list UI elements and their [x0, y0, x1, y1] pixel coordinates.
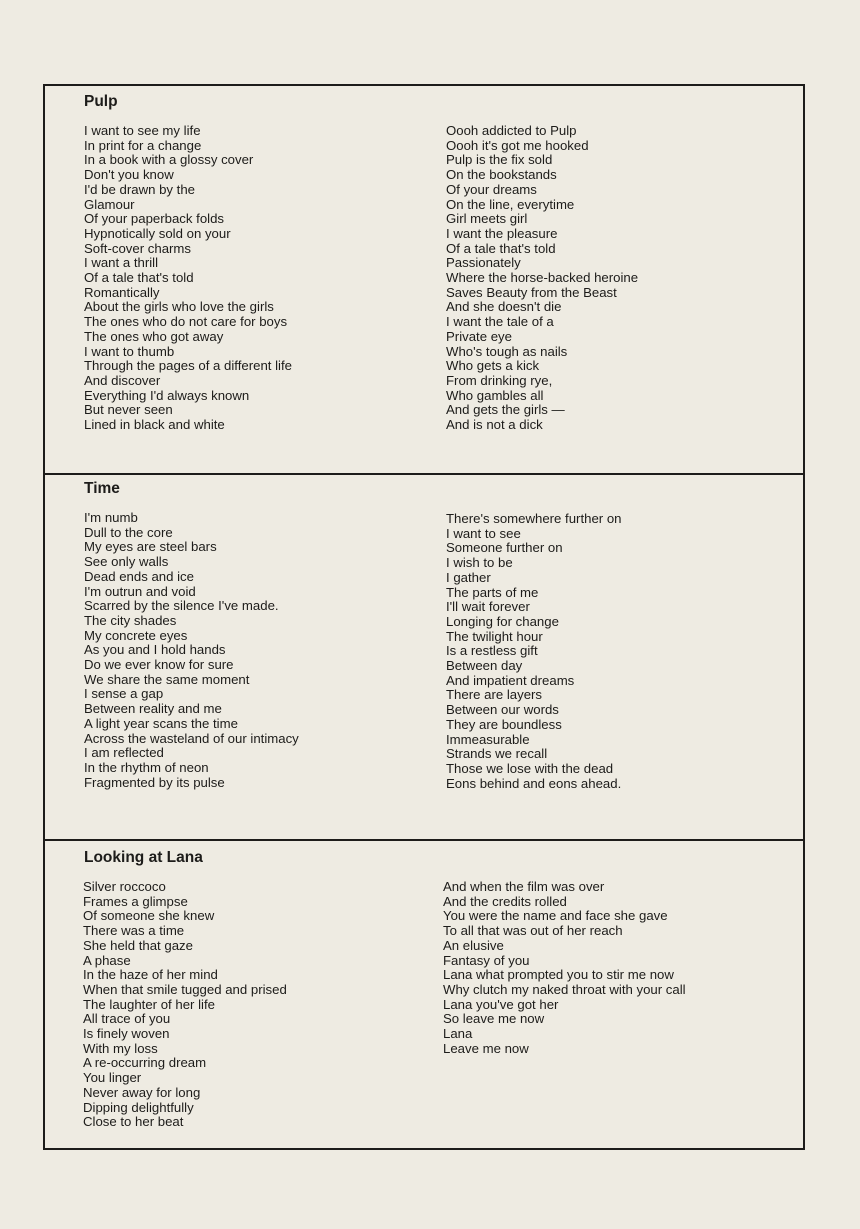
lyric-line: You were the name and face she gave	[443, 908, 668, 924]
lyric-line: To all that was out of her reach	[443, 923, 623, 939]
lyric-line: About the girls who love the girls	[84, 299, 274, 315]
lyric-line: Dead ends and ice	[84, 568, 194, 584]
lyric-line: Frames a glimpse	[83, 893, 188, 909]
lyric-line: Between our words	[446, 702, 559, 718]
lyric-stanza	[446, 124, 638, 227]
lyric-line: Who gambles all	[446, 387, 544, 403]
lyric-line: Someone further on	[446, 540, 563, 556]
lyrics-left-column	[83, 880, 287, 1130]
lyric-stanza	[84, 614, 299, 688]
lyrics-right-column	[446, 512, 622, 791]
lyric-line: Oooh it's got me hooked	[446, 137, 589, 153]
lyric-line: Is finely woven	[83, 1026, 170, 1042]
lyric-line: Leave me now	[443, 1040, 529, 1056]
lyric-line: Lana what prompted you to stir me now	[443, 967, 674, 983]
lyric-line: An elusive	[443, 937, 504, 953]
lyric-line: I want the pleasure	[446, 225, 558, 241]
lyric-line: I sense a gap	[84, 686, 164, 702]
lyric-line: Those we lose with the dead	[446, 760, 614, 776]
lyric-line: Everything I'd always known	[84, 387, 250, 403]
lyric-line: Who gets a kick	[446, 358, 540, 374]
lyric-stanza	[84, 746, 299, 790]
lyric-line: I want a thrill	[84, 255, 159, 271]
lyric-line: Hypnotically sold on your	[84, 225, 231, 241]
lyric-line: A light year scans the time	[84, 715, 238, 731]
lyric-line: On the line, everytime	[446, 196, 575, 212]
lyric-line: So leave me now	[443, 1011, 545, 1027]
lyric-line: Saves Beauty from the Beast	[446, 284, 617, 300]
lyric-line: I'm numb	[84, 510, 138, 525]
song-section-pulp	[45, 86, 803, 474]
lyric-line: And the credits rolled	[443, 893, 567, 909]
lyric-stanza	[443, 880, 686, 968]
lyric-line: There's somewhere further on	[446, 511, 622, 526]
lyric-line: I want to see	[446, 525, 521, 541]
lyric-line: The city shades	[84, 612, 177, 628]
song-title: Looking at Lana	[84, 849, 203, 866]
lyric-line: I wish to be	[446, 555, 513, 571]
lyric-line: Strands we recall	[446, 746, 548, 762]
lyric-line: The twilight hour	[446, 628, 543, 644]
lyric-stanza	[84, 687, 299, 746]
lyric-stanza	[446, 512, 622, 571]
lyric-line: I want to thumb	[84, 343, 175, 359]
lyric-line: There was a time	[83, 923, 185, 939]
lyric-line: When that smile tugged and prised	[83, 981, 287, 997]
lyric-stanza	[446, 571, 622, 689]
lyric-line: The ones who got away	[84, 328, 224, 344]
lyric-line: I want the tale of a	[446, 314, 554, 330]
lyric-line: Romantically	[84, 284, 160, 300]
lyric-line: In the haze of her mind	[83, 967, 218, 983]
lyric-line: With my loss	[83, 1040, 158, 1056]
lyric-line: Lana	[443, 1026, 473, 1042]
lyric-line: Fragmented by its pulse	[84, 774, 225, 790]
lyric-line: Scarred by the silence I've made.	[84, 598, 279, 614]
lyric-line: Why clutch my naked throat with your call	[443, 981, 686, 997]
lyric-line: And she doesn't die	[446, 299, 562, 315]
lyric-line: Dipping delightfully	[83, 1099, 194, 1115]
lyric-line: Soft-cover charms	[84, 240, 191, 256]
lyric-line: Don't you know	[84, 167, 174, 183]
lyric-line: My eyes are steel bars	[84, 539, 217, 555]
lyric-line: She held that gaze	[83, 937, 193, 953]
lyric-line: We share the same moment	[84, 671, 250, 687]
lyric-line: But never seen	[84, 402, 173, 418]
lyric-line: Pulp is the fix sold	[446, 152, 553, 168]
lyric-line: And is not a dick	[446, 417, 543, 433]
lyric-line: And impatient dreams	[446, 672, 575, 688]
lyrics-right-column	[443, 880, 686, 1056]
lyric-stanza	[84, 256, 292, 344]
lyric-stanza	[84, 511, 299, 614]
lyric-line: I am reflected	[84, 745, 164, 761]
lyric-line: The parts of me	[446, 584, 539, 600]
lyric-line: Oooh addicted to Pulp	[446, 123, 577, 138]
lyric-line: Lined in black and white	[84, 417, 225, 433]
lyric-line: I'd be drawn by the	[84, 181, 196, 197]
song-section-time	[45, 475, 803, 839]
lyric-line: Who's tough as nails	[446, 343, 568, 359]
lyrics-frame	[43, 84, 805, 1150]
lyric-line: Eons behind and eons ahead.	[446, 775, 622, 791]
lyric-line: There are layers	[446, 687, 543, 703]
lyric-line: Dull to the core	[84, 524, 173, 540]
lyric-line: Passionately	[446, 255, 521, 271]
lyric-line: Between reality and me	[84, 701, 222, 717]
lyric-line: See only walls	[84, 554, 169, 570]
lyric-line: Of a tale that's told	[84, 270, 194, 286]
lyric-line: And when the film was over	[443, 879, 605, 894]
lyric-line: I'll wait forever	[446, 599, 530, 615]
song-section-looking-at-lana	[45, 841, 803, 1146]
lyric-line: Through the pages of a different life	[84, 358, 292, 374]
lyric-line: Is a restless gift	[446, 643, 538, 659]
lyrics-right-column	[446, 124, 638, 433]
lyric-line: Across the wasteland of our intimacy	[84, 730, 299, 746]
lyric-stanza	[443, 968, 686, 1056]
lyric-line: Of your paperback folds	[84, 211, 225, 227]
lyric-line: I gather	[446, 569, 491, 585]
lyric-line: Private eye	[446, 328, 512, 344]
lyrics-left-column	[84, 124, 292, 433]
lyric-line: I want to see my life	[84, 123, 201, 138]
lyric-stanza	[84, 124, 292, 256]
lyric-line: Between day	[446, 658, 523, 674]
lyric-line: And discover	[84, 372, 161, 388]
lyric-stanza	[83, 880, 287, 1012]
lyric-line: Girl meets girl	[446, 211, 528, 227]
lyric-line: Lana you've got her	[443, 996, 559, 1012]
lyric-line: They are boundless	[446, 716, 562, 732]
lyric-line: Of a tale that's told	[446, 240, 556, 256]
lyric-stanza	[446, 688, 622, 791]
lyric-line: A phase	[83, 952, 131, 968]
lyric-stanza	[446, 315, 638, 433]
lyric-line: My concrete eyes	[84, 627, 188, 643]
lyric-line: The laughter of her life	[83, 996, 215, 1012]
lyric-line: Of someone she knew	[83, 908, 215, 924]
lyric-line: Silver roccoco	[83, 879, 166, 894]
lyric-line: Longing for change	[446, 613, 559, 629]
lyric-line: Where the horse-backed heroine	[446, 270, 639, 286]
lyric-stanza	[84, 345, 292, 433]
lyric-line: In a book with a glossy cover	[84, 152, 254, 168]
lyric-line: Close to her beat	[83, 1114, 184, 1130]
lyrics-left-column	[84, 511, 299, 790]
song-title: Pulp	[84, 93, 118, 110]
lyric-stanza	[446, 227, 638, 315]
lyric-line: And gets the girls —	[446, 402, 565, 418]
lyric-line: All trace of you	[83, 1011, 171, 1027]
lyric-line: Do we ever know for sure	[84, 657, 234, 673]
lyric-line: In the rhythm of neon	[84, 759, 209, 775]
lyric-line: As you and I hold hands	[84, 642, 226, 658]
lyric-line: I'm outrun and void	[84, 583, 196, 599]
lyric-line: Glamour	[84, 196, 135, 212]
lyric-line: A re-occurring dream	[83, 1055, 207, 1071]
lyric-line: The ones who do not care for boys	[84, 314, 288, 330]
lyric-line: In print for a change	[84, 137, 202, 153]
song-title: Time	[84, 480, 120, 497]
lyric-line: Never away for long	[83, 1084, 201, 1100]
lyric-line: From drinking rye,	[446, 372, 553, 388]
lyric-stanza	[83, 1012, 287, 1130]
lyric-line: On the bookstands	[446, 167, 557, 183]
lyric-line: Of your dreams	[446, 181, 537, 197]
lyric-line: Immeasurable	[446, 731, 530, 747]
lyric-line: You linger	[83, 1070, 142, 1086]
lyric-line: Fantasy of you	[443, 952, 530, 968]
